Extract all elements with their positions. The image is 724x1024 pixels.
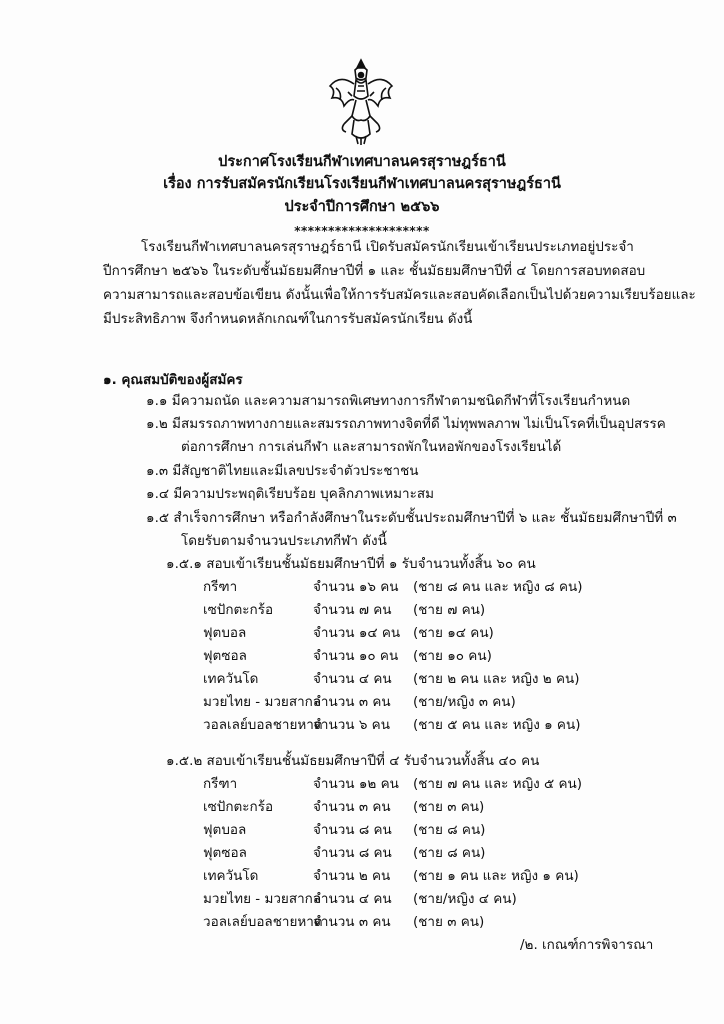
sport-detail: (ชาย ๘ คน) [413, 845, 486, 861]
sport-count: จำนวน ๓ คน [313, 694, 391, 710]
sport-detail: (ชาย ๓ คน) [413, 914, 485, 930]
sport-count: จำนวน ๒ คน [313, 868, 391, 884]
sport-name: มวยไทย - มวยสากล [203, 891, 322, 907]
sport-count: จำนวน ๗ คน [313, 602, 392, 618]
sport-count: จำนวน ๑๖ คน [313, 579, 399, 595]
qualification-item: ๑.๒ มีสมรรถภาพทางกายและสมรรถภาพทางจิตที่ดี ไม่ทุพพลภาพ ไม่เป็นโรคที่เป็นอุปสรรค [146, 416, 666, 432]
intro-line: ความสามารถและสอบข้อเขียน ดังนั้นเพื่อให้การรับสมัครและสอบคัดเลือกเป็นไปด้วยความเรียบร้อยและ [103, 287, 696, 303]
qualification-item-continued: ต่อการศึกษา การเล่นกีฬา และสามารถพักในหอพักของโรงเรียนได้ [181, 439, 562, 455]
sport-detail: (ชาย ๕ คน และ หญิง ๑ คน) [413, 717, 581, 733]
announcement-subject: เรื่อง การรับสมัครนักเรียนโรงเรียนกีฬาเทศบาลนครสุราษฎร์ธานี [163, 176, 561, 192]
qualification-item: ๑.๓ มีสัญชาติไทยและมีเลขประจำตัวประชาชน [146, 463, 419, 479]
sport-name: ฟุตซอล [203, 648, 247, 664]
sport-count: จำนวน ๑๔ คน [313, 625, 401, 641]
group-2-title: ๑.๕.๒ สอบเข้าเรียนชั้นมัธยมศึกษาปีที่ ๔ รับจำนวนทั้งสิ้น ๔๐ คน [166, 753, 540, 769]
sport-count: จำนวน ๑๒ คน [313, 776, 399, 792]
qualification-item: ๑.๑ มีความถนัด และความสามารถพิเศษทางการกีฬาตามชนิดกีฬาที่โรงเรียนกำหนด [146, 393, 631, 409]
sport-name: ฟุตบอล [203, 822, 247, 838]
sport-count: จำนวน ๔ คน [313, 891, 392, 907]
sport-detail: (ชาย ๗ คน) [413, 602, 486, 618]
intro-line: โรงเรียนกีฬาเทศบาลนครสุราษฎร์ธานี เปิดรับสมัครนักเรียนเข้าเรียนประเภทอยู่ประจำ [141, 239, 634, 255]
sport-detail: (ชาย/หญิง ๓ คน) [413, 694, 516, 710]
announcement-title: ประกาศโรงเรียนกีฬาเทศบาลนครสุราษฎร์ธานี [218, 154, 506, 170]
qualification-item: ๑.๕ สำเร็จการศึกษา หรือกำลังศึกษาในระดับชั้นประถมศึกษาปีที่ ๖ และ ชั้นมัธยมศึกษาปีที่ ๓ [146, 510, 677, 526]
sport-detail: (ชาย ๑๔ คน) [413, 625, 494, 641]
sport-name: ฟุตซอล [203, 845, 247, 861]
continued-next-page: /๒. เกณฑ์การพิจารณา [520, 937, 654, 953]
sport-name: กรีฑา [203, 579, 238, 595]
sport-count: จำนวน ๔ คน [313, 671, 392, 687]
sport-name: เทควันโด [203, 671, 259, 687]
separator-stars: ******************** [294, 224, 430, 238]
garuda-emblem-icon [322, 56, 400, 146]
sport-name: วอลเลย์บอลชายหาด [203, 914, 323, 930]
sport-name: เซปักตะกร้อ [203, 799, 274, 815]
sport-detail: (ชาย ๓ คน) [413, 799, 485, 815]
sport-detail: (ชาย/หญิง ๔ คน) [413, 891, 517, 907]
sport-detail: (ชาย ๒ คน และ หญิง ๒ คน) [413, 671, 580, 687]
sport-count: จำนวน ๘ คน [313, 845, 392, 861]
sport-name: เซปักตะกร้อ [203, 602, 274, 618]
sport-detail: (ชาย ๗ คน และ หญิง ๕ คน) [413, 776, 583, 792]
intro-line: มีประสิทธิภาพ จึงกำหนดหลักเกณฑ์ในการรับสมัครนักเรียน ดังนี้ [103, 311, 473, 327]
academic-year: ประจำปีการศึกษา ๒๕๖๖ [284, 199, 440, 215]
sport-detail: (ชาย ๘ คน และ หญิง ๘ คน) [413, 579, 583, 595]
sport-detail: (ชาย ๑ คน และ หญิง ๑ คน) [413, 868, 579, 884]
qualification-item-continued: โดยรับตามจำนวนประเภทกีฬา ดังนี้ [181, 533, 387, 549]
sport-name: ฟุตบอล [203, 625, 247, 641]
sport-count: จำนวน ๖ คน [313, 717, 390, 733]
group-1-title: ๑.๕.๑ สอบเข้าเรียนชั้นมัธยมศึกษาปีที่ ๑ รับจำนวนทั้งสิ้น ๖๐ คน [166, 556, 536, 572]
sport-name: เทควันโด [203, 868, 259, 884]
section-1-title: ๑. คุณสมบัติของผู้สมัคร [103, 372, 243, 388]
qualification-item: ๑.๔ มีความประพฤติเรียบร้อย บุคลิกภาพเหมาะสม [146, 486, 434, 502]
sport-name: กรีฑา [203, 776, 238, 792]
sport-count: จำนวน ๓ คน [313, 914, 391, 930]
sport-name: มวยไทย - มวยสากล [203, 694, 322, 710]
sport-detail: (ชาย ๑๐ คน) [413, 648, 492, 664]
intro-line: ปีการศึกษา ๒๕๖๖ ในระดับชั้นมัธยมศึกษาปีที่ ๑ และ ชั้นมัธยมศึกษาปีที่ ๔ โดยการสอบทดสอบ [103, 263, 646, 279]
sport-count: จำนวน ๑๐ คน [313, 648, 399, 664]
sport-detail: (ชาย ๘ คน) [413, 822, 486, 838]
sport-count: จำนวน ๓ คน [313, 799, 391, 815]
sport-count: จำนวน ๘ คน [313, 822, 392, 838]
sport-name: วอลเลย์บอลชายหาด [203, 717, 323, 733]
